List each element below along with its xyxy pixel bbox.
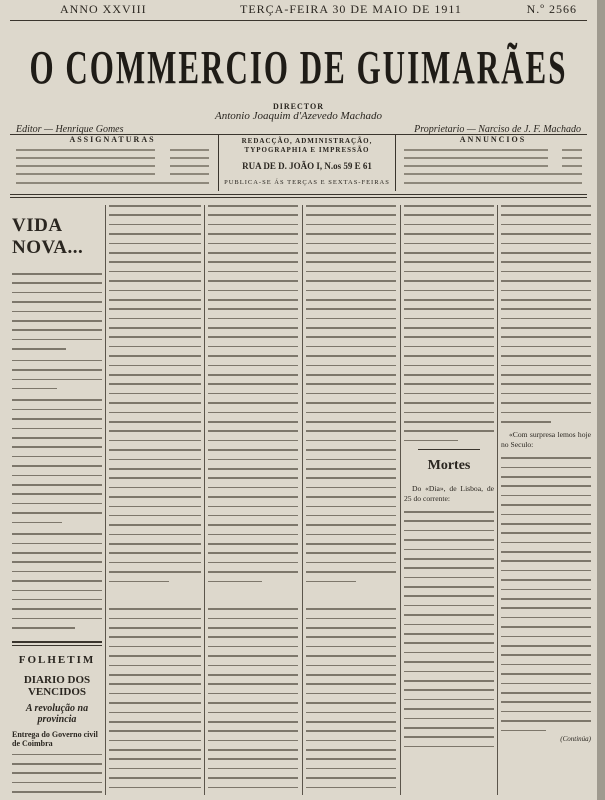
issue-year: ANNO XXVIII [60, 2, 147, 16]
director-name: Antonio Joaquim d'Azevedo Machado [214, 110, 382, 122]
subscriptions-title: ASSIGNATURAS [69, 135, 156, 144]
column-6 [501, 205, 591, 743]
feuilleton-section-title: Entrega do Governo civil de Coimbra [12, 729, 98, 748]
top-rule [10, 20, 587, 21]
proprietor-credit: Proprietario — Narciso de J. F. Machado [414, 124, 581, 135]
mortes-intro: Do «Dia», de Lisboa, de 25 do corrente: [404, 484, 494, 503]
scan-edge [597, 0, 605, 800]
editor-credit: Editor — Henrique Gomes [16, 124, 124, 135]
director-label: DIRECTOR [273, 102, 324, 111]
article-heading-vida-nova: VIDA NOVA... [12, 215, 84, 258]
column-3-text [208, 205, 298, 788]
feuilleton-subtitle: A revolução na provincia [25, 702, 89, 725]
issue-info-line [14, 2, 589, 18]
column-3 [208, 205, 298, 796]
ads-box [398, 135, 588, 191]
subscriptions-box [10, 135, 215, 191]
feuilleton-text [12, 754, 102, 800]
column-6-text-bottom [501, 457, 591, 731]
boxes-rule [10, 194, 587, 195]
column-4 [306, 205, 396, 796]
office-box [222, 135, 392, 191]
newspaper-title: O COMMERCIO DE GUIMARÃES [29, 40, 568, 95]
column-5-text-bottom [404, 511, 494, 747]
office-note: PUBLICA-SE ÁS TERÇAS E SEXTAS-FEIRAS [224, 179, 390, 186]
office-title: REDACÇÃO, ADMINISTRAÇÃO, TYPOGRAPHIA E IMPRESSÃO [241, 137, 373, 154]
column-5-text-top [404, 205, 494, 441]
column-5 [404, 205, 494, 755]
column-6-quote-intro: «Com surpresa lemos hoje no Seculo: [501, 430, 591, 449]
continued-note: (Continúa) [560, 734, 591, 743]
article-vida-nova-text [12, 273, 102, 629]
column-4-text [306, 205, 396, 788]
column-2 [109, 205, 201, 796]
issue-number: N.º 2566 [526, 2, 577, 16]
feuilleton-label: FOLHETIM [18, 653, 96, 666]
column-1 [12, 205, 102, 800]
column-6-text-top [501, 205, 591, 423]
feuilleton-title: DIARIO DOS VENCIDOS [23, 673, 91, 698]
ads-title: ANNUNCIOS [459, 135, 527, 144]
section-heading-mortes: Mortes [427, 458, 471, 474]
column-2-text [109, 205, 201, 788]
office-address: RUA DE D. JOÃO I, N.os 59 E 61 [242, 161, 372, 171]
issue-date: TERÇA-FEIRA 30 DE MAIO DE 1911 [240, 2, 462, 16]
